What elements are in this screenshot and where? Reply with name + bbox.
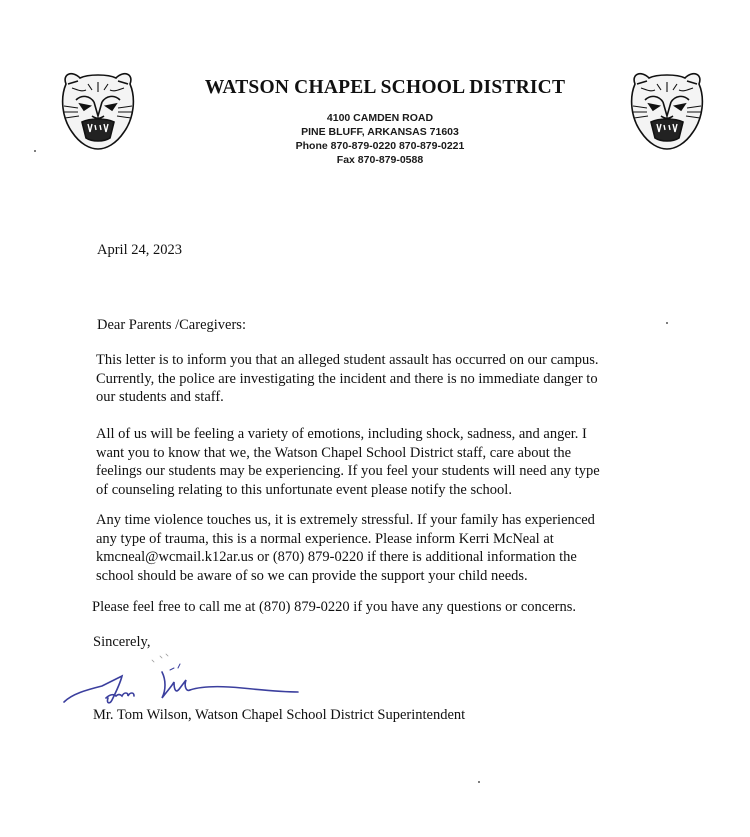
district-address [265,111,495,167]
paragraph-line: Please feel free to call me at (870) 879-0220 if you have any questions or concerns. [92,599,576,615]
scan-speck [478,781,480,783]
district-name: WATSON CHAPEL SCHOOL DISTRICT [204,77,566,98]
paragraph-line: want you to know that we, the Watson Chapel School District staff, care about the [96,444,572,461]
paragraph-support [96,511,656,585]
paragraph-emotions [96,425,656,499]
scan-speck [666,322,668,324]
paragraph-line: Currently, the police are investigating the incident and there is no immediate danger to [96,370,598,387]
letter-date: April 24, 2023 [97,242,182,258]
paragraph-line: our students and staff. [96,389,224,405]
paragraph-line: Any time violence touches us, it is extremely stressful. If your family has experienced [96,512,595,528]
signature [62,650,302,715]
closing: Sincerely, [93,634,151,650]
address-street: 4100 CAMDEN ROAD [326,112,434,124]
paragraph-line: of counseling relating to this unfortunate event please notify the school. [96,481,512,498]
paragraph-contact [92,598,652,617]
paragraph-line: All of us will be feeling a variety of emotions, including shock, sadness, and anger. I [96,426,587,442]
phone-numbers: Phone 870-879-0220 870-879-0221 [295,140,465,152]
scan-speck [34,150,36,152]
paragraph-line: any type of trauma, this is a normal experience. Please inform Kerri McNeal at [96,530,554,547]
paragraph-line: kmcneal@wcmail.k12ar.us or (870) 879-0220 if there is additional information the [96,549,577,565]
paragraph-line: This letter is to inform you that an alleged student assault has occurred on our campus. [96,352,599,368]
fax-number: Fax 870-879-0588 [336,154,424,166]
paragraph-line: school should be aware of so we can provide the support your child needs. [96,567,528,584]
paragraph-line: feelings our students may be experiencing. If you feel your students will need any type [96,463,600,479]
paragraph-incident [96,351,656,407]
signer-name: Mr. Tom Wilson, Watson Chapel School District Superintendent [93,707,466,723]
salutation: Dear Parents /Caregivers: [97,317,246,333]
address-city: PINE BLUFF, ARKANSAS 71603 [301,126,459,138]
